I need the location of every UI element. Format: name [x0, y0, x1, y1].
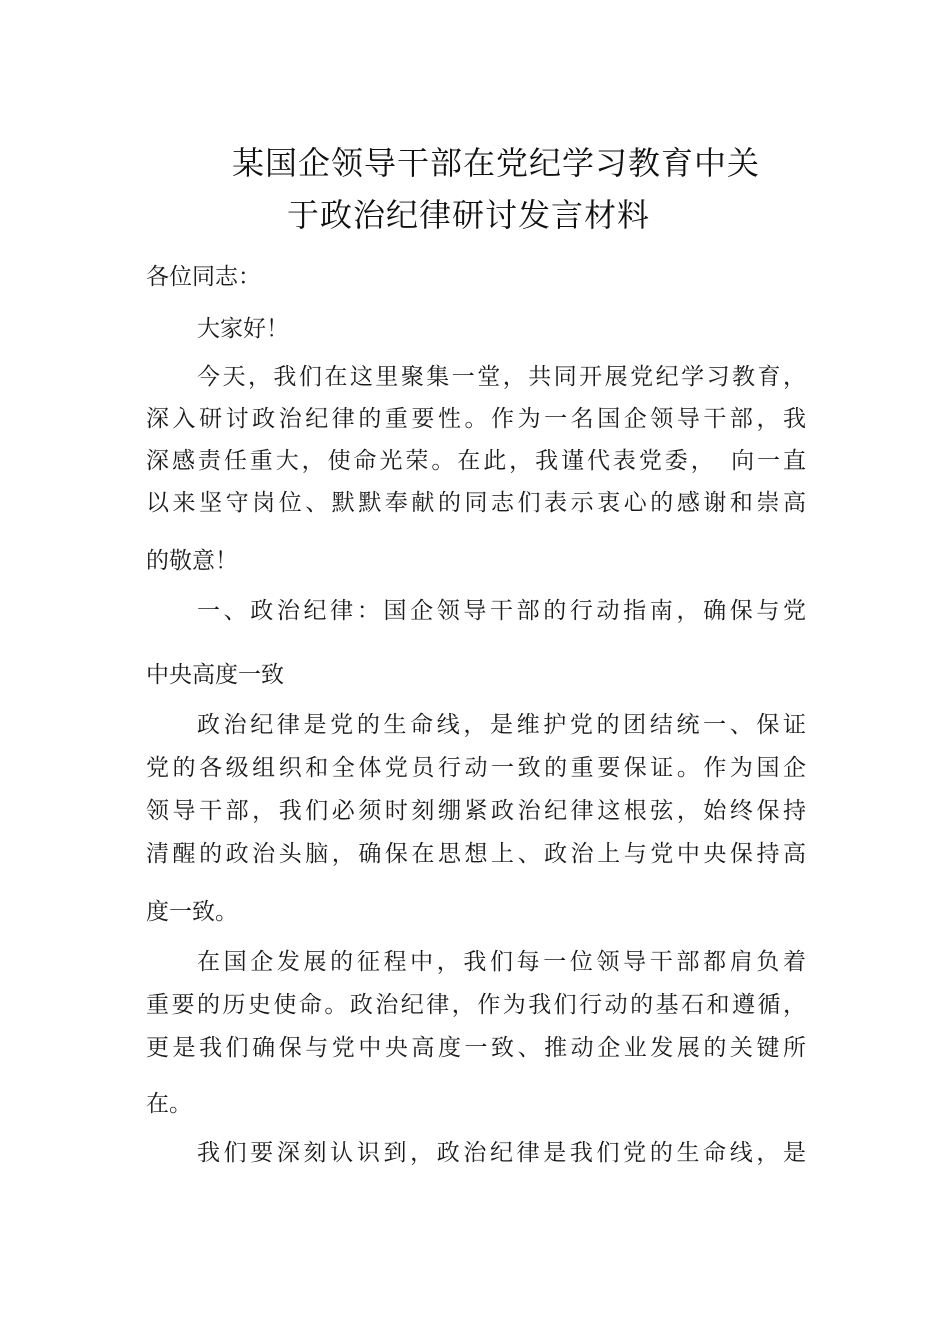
body-line: 在国企发展的征程中，我们每一位领导干部都肩负着 [197, 949, 806, 975]
body-line: 的敬意！ [146, 548, 238, 574]
body-line: 更是我们确保与党中央高度一致、推动企业发展的关键所 [146, 1035, 806, 1061]
body-line: 度一致。 [146, 899, 238, 925]
document-title-line-2: 于政治纪律研讨发言材料 [287, 196, 651, 234]
body-line: 党的各级组织和全体党员行动一致的重要保证。作为国企 [146, 755, 806, 781]
section-heading: 一、政治纪律：国企领导干部的行动指南，确保与党 [197, 598, 806, 624]
body-line: 重要的历史使命。政治纪律，作为我们行动的基石和遵循， [146, 992, 806, 1018]
body-line: 在。 [146, 1091, 192, 1117]
body-line: 清醒的政治头脑，确保在思想上、政治上与党中央保持高 [146, 841, 806, 867]
body-line: 今天，我们在这里聚集一堂，共同开展党纪学习教育， [197, 364, 806, 390]
body-line: 深入研讨政治纪律的重要性。作为一名国企领导干部，我 [146, 406, 806, 432]
body-line: 深感责任重大，使命光荣。在此，我谨代表党委， 向一直 [146, 448, 806, 474]
body-line: 政治纪律是党的生命线，是维护党的团结统一、保证 [197, 712, 806, 738]
document-title-line-1: 某国企领导干部在党纪学习教育中关 [232, 144, 761, 182]
body-line: 我们要深刻认识到，政治纪律是我们党的生命线，是 [197, 1140, 806, 1166]
salutation: 各位同志： [146, 264, 261, 290]
body-line: 领导干部，我们必须时刻绷紧政治纪律这根弦，始终保持 [146, 798, 806, 824]
greeting: 大家好！ [197, 316, 289, 342]
section-heading: 中央高度一致 [146, 662, 284, 688]
body-line: 以来坚守岗位、默默奉献的同志们表示衷心的感谢和崇高 [146, 490, 806, 516]
